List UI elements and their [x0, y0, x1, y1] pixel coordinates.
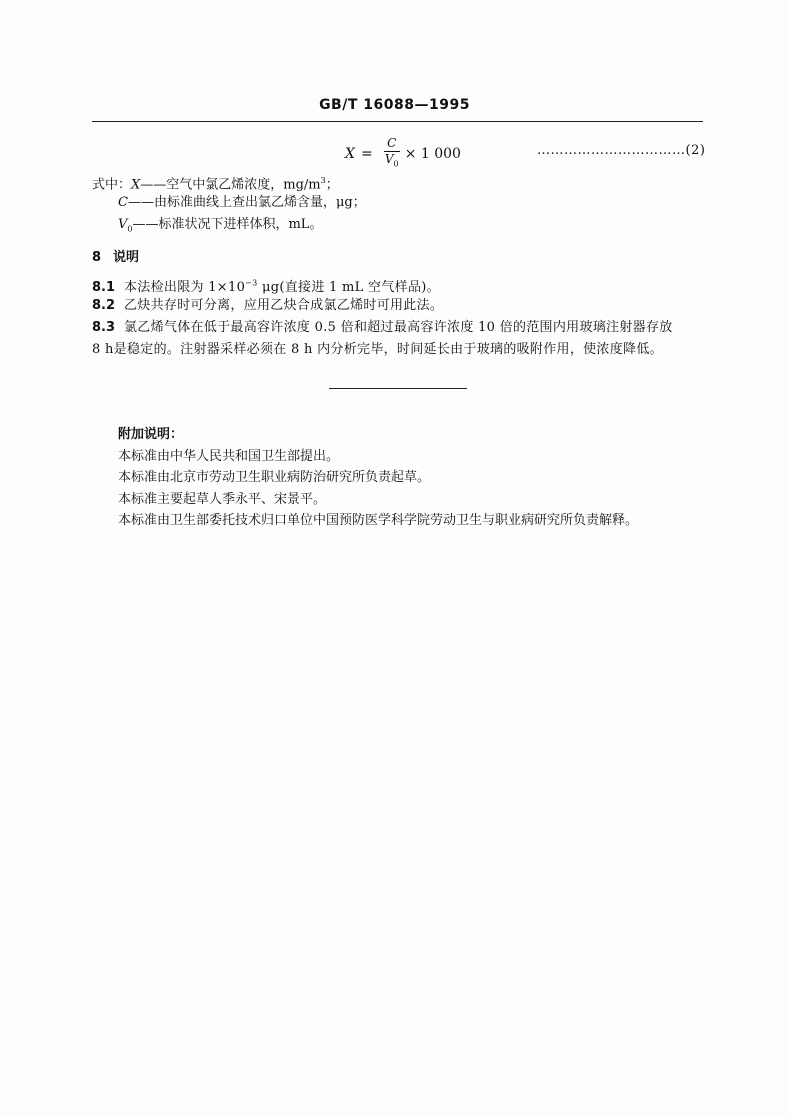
legend-symbol: C — [118, 195, 128, 210]
formula-lhs: X — [345, 146, 355, 162]
legend-tail: ； — [325, 177, 339, 193]
formula — [345, 136, 461, 172]
appendix-line: 本标准由中华人民共和国卫生部提出。 — [118, 448, 340, 464]
clause-number: 8.2 — [92, 298, 116, 313]
formula-fraction — [384, 137, 400, 170]
clause-8-3-continuation — [92, 339, 704, 361]
formula-equals: = — [360, 146, 373, 162]
standard-code-header: GB/T 16088—1995 — [319, 97, 470, 113]
legend-item-x — [92, 171, 339, 195]
appendix-title: 附加说明： — [118, 427, 184, 442]
legend-prefix: 式中： — [92, 177, 132, 193]
legend-text: ——空气中氯乙烯浓度，mg/m — [140, 177, 321, 193]
clause-continuation-text: 8 h是稳定的。注射器采样必须在 8 h 内分析完毕，时间延长由于玻璃的吸附作用，使浓度降低。 — [92, 342, 663, 357]
legend-symbol: X — [131, 177, 141, 193]
section-number: 8 — [92, 250, 102, 265]
header-rule — [92, 121, 703, 122]
legend-symbol: V — [118, 217, 128, 232]
formula-numerator: C — [387, 136, 397, 151]
clause-sup: −3 — [245, 279, 258, 288]
legend-text: ——标准状况下进样体积，mL。 — [132, 217, 323, 232]
clause-text: 氯乙烯气体在低于最高容许浓度 0.5 倍和超过最高容许浓度 10 倍的范围内用玻璃注射器存放 — [124, 320, 673, 335]
section-heading — [92, 246, 151, 265]
section-title: 说明 — [113, 250, 140, 265]
clause-text: 乙炔共存时可分离，应用乙炔合成氯乙烯时可用此法。 — [124, 298, 444, 313]
legend-text: ——由标准曲线上查出氯乙烯含量，μg； — [127, 195, 366, 210]
clause-text-b: μg(直接进 1 mL 空气样品)。 — [257, 280, 440, 296]
clause-number: 8.1 — [92, 280, 116, 296]
clause-text-a: 本法检出限为 1×10 — [124, 280, 246, 296]
legend-sub: 0 — [127, 224, 133, 234]
appendix-line: 本标准由北京市劳动卫生职业病防治研究所负责起草。 — [118, 470, 431, 485]
clause-8-3 — [92, 317, 704, 339]
clause-number: 8.3 — [92, 320, 116, 335]
legend-item-v0 — [118, 215, 322, 240]
equation-number: ……………………………(2) — [537, 143, 706, 158]
legend-sup: 3 — [320, 176, 326, 185]
appendix — [118, 424, 638, 532]
end-rule — [329, 388, 467, 389]
formula-denominator — [385, 153, 399, 170]
clause-8-2 — [92, 295, 704, 317]
appendix-line: 本标准主要起草人季永平、宋景平。 — [118, 491, 327, 507]
legend-item-c — [118, 193, 366, 213]
clause-text — [124, 280, 440, 295]
formula-denominator-sub: 0 — [393, 159, 399, 169]
formula-denominator-symbol: V — [384, 152, 394, 167]
appendix-line: 本标准由卫生部委托技术归口单位中国预防医学科学院劳动卫生与职业病研究所负责解释。 — [118, 513, 639, 528]
formula-times: × 1 000 — [404, 146, 461, 162]
